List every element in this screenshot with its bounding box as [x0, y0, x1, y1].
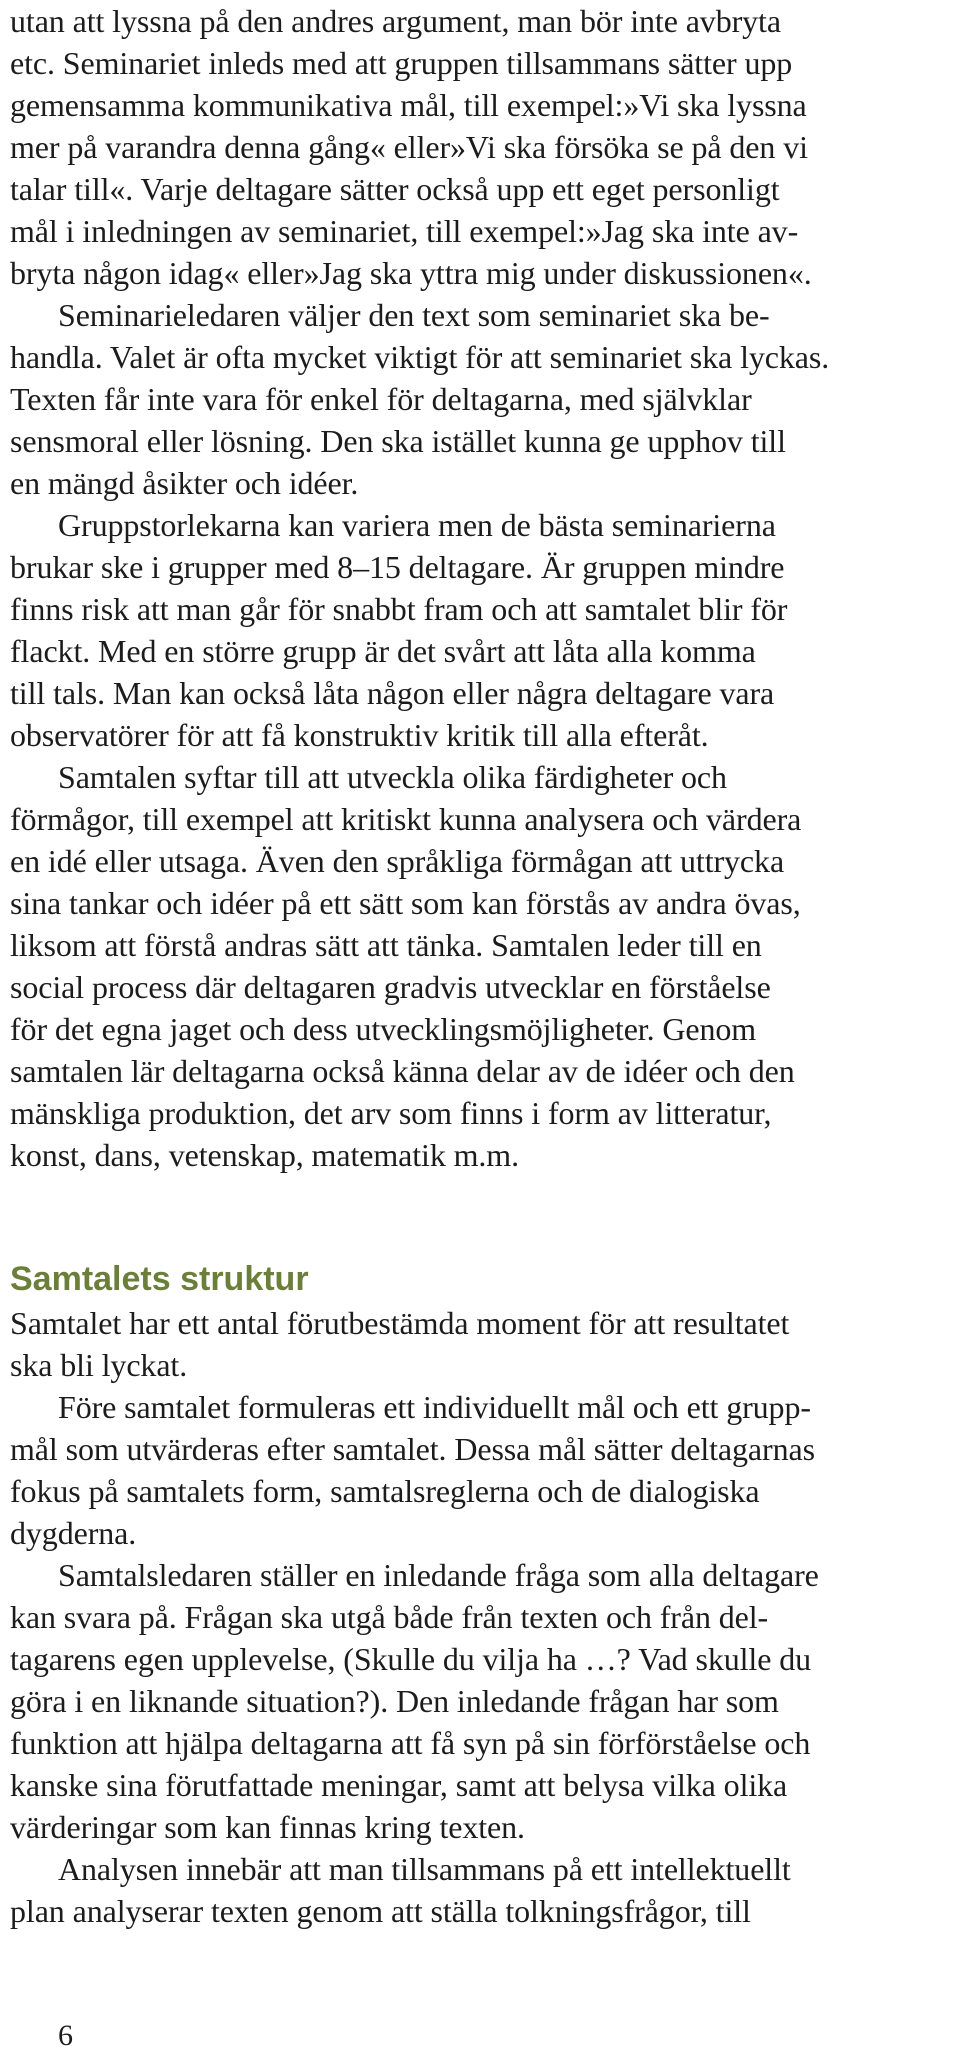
- text-line: göra i en liknande situation?). Den inledande frågan har som: [10, 1683, 779, 1719]
- text-line: konst, dans, vetenskap, matematik m.m.: [10, 1137, 519, 1173]
- text-line: mer på varandra denna gång« eller»Vi ska försöka se på den vi: [10, 129, 808, 165]
- text-line: ska bli lyckat.: [10, 1347, 188, 1383]
- text-line: mänskliga produktion, det arv som finns i form av litteratur,: [10, 1095, 772, 1131]
- text-line: observatörer för att få konstruktiv kritik till alla efteråt.: [10, 717, 709, 753]
- text-line: Samtalsledaren ställer en inledande fråga som alla deltagare: [58, 1557, 819, 1593]
- text-line: Före samtalet formuleras ett individuellt mål och ett grupp-: [58, 1389, 811, 1425]
- text-line: flackt. Med en större grupp är det svårt att låta alla komma: [10, 633, 756, 669]
- text-line: en idé eller utsaga. Även den språkliga förmågan att uttrycka: [10, 843, 785, 879]
- text-line: för det egna jaget och dess utvecklingsmöjligheter. Genom: [10, 1011, 757, 1047]
- text-line: mål i inledningen av seminariet, till exempel:»Jag ska inte av-: [10, 213, 799, 249]
- text-line: samtalen lär deltagarna också känna delar av de idéer och den: [10, 1053, 795, 1089]
- text-line: kanske sina förutfattade meningar, samt att belysa vilka olika: [10, 1767, 788, 1803]
- text-line: kan svara på. Frågan ska utgå både från texten och från del-: [10, 1599, 769, 1635]
- text-line: finns risk att man går för snabbt fram och att samtalet blir för: [10, 591, 788, 627]
- text-line: Seminarieledaren väljer den text som seminariet ska be-: [58, 297, 770, 333]
- text-line: Analysen innebär att man tillsammans på ett intellektuellt: [58, 1851, 791, 1887]
- text-line: till tals. Man kan också låta någon eller några deltagare vara: [10, 675, 775, 711]
- text-line: social process där deltagaren gradvis utvecklar en förståelse: [10, 969, 771, 1005]
- text-line: sensmoral eller lösning. Den ska istället kunna ge upphov till: [10, 423, 786, 459]
- text-line: bryta någon idag« eller»Jag ska yttra mig under diskussionen«.: [10, 255, 812, 291]
- text-line: dygderna.: [10, 1515, 137, 1551]
- text-line: Samtalen syftar till att utveckla olika färdigheter och: [58, 759, 727, 795]
- text-line: gemensamma kommunikativa mål, till exempel:»Vi ska lyssna: [10, 87, 807, 123]
- text-line: fokus på samtalets form, samtalsreglerna och de dialogiska: [10, 1473, 760, 1509]
- text-line: plan analyserar texten genom att ställa tolkningsfrågor, till: [10, 1893, 751, 1929]
- text-line: Samtalet har ett antal förutbestämda moment för att resultatet: [10, 1305, 790, 1341]
- text-line: talar till«. Varje deltagare sätter också upp ett eget personligt: [10, 171, 780, 207]
- text-line: Texten får inte vara för enkel för deltagarna, med självklar: [10, 381, 752, 417]
- text-line: etc. Seminariet inleds med att gruppen tillsammans sätter upp: [10, 45, 793, 81]
- text-line: värderingar som kan finnas kring texten.: [10, 1809, 525, 1845]
- text-line: handla. Valet är ofta mycket viktigt för att seminariet ska lyckas.: [10, 339, 830, 375]
- text-line: mål som utvärderas efter samtalet. Dessa mål sätter deltagarnas: [10, 1431, 815, 1467]
- text-line: brukar ske i grupper med 8–15 deltagare. Är gruppen mindre: [10, 549, 785, 585]
- text-line: förmågor, till exempel att kritiskt kunna analysera och värdera: [10, 801, 802, 837]
- text-line: funktion att hjälpa deltagarna att få syn på sin förförståelse och: [10, 1725, 811, 1761]
- text-line: sina tankar och idéer på ett sätt som kan förstås av andra övas,: [10, 885, 801, 921]
- section-heading: Samtalets struktur: [10, 1260, 309, 1298]
- text-line: en mängd åsikter och idéer.: [10, 465, 359, 501]
- page-number: 6: [58, 2019, 73, 2052]
- text-line: tagarens egen upplevelse, (Skulle du vilja ha …? Vad skulle du: [10, 1641, 812, 1677]
- text-line: Gruppstorlekarna kan variera men de bästa seminarierna: [58, 507, 776, 543]
- text-line: utan att lyssna på den andres argument, man bör inte avbryta: [10, 3, 781, 39]
- text-line: liksom att förstå andras sätt att tänka. Samtalen leder till en: [10, 927, 762, 963]
